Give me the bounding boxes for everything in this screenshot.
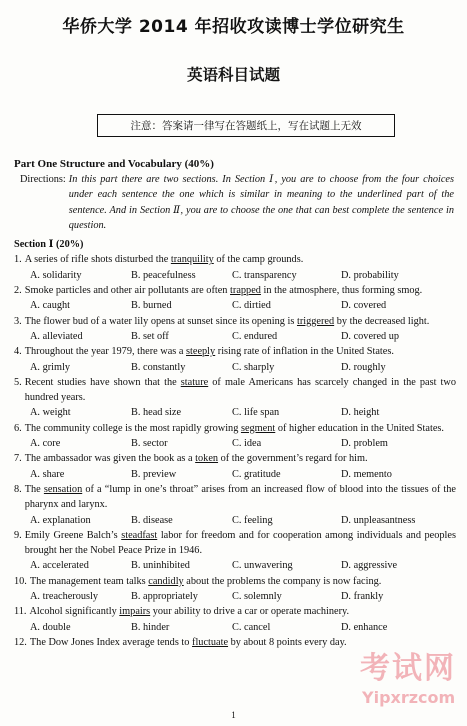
answer-option: C. feeling xyxy=(232,514,273,526)
answer-option: C. sharply xyxy=(232,361,275,373)
answer-option: D. aggressive xyxy=(341,560,398,572)
stem-text: The community college is the most rapidly growing xyxy=(24,422,241,434)
answer-option: A. explanation xyxy=(30,514,91,526)
watermark-line2: Yipxrzcom xyxy=(362,688,456,707)
underlined-word: fluctuate xyxy=(192,636,229,648)
stem-text: Emily Greene Balch’s xyxy=(24,529,122,541)
question-stem-row xyxy=(14,635,456,650)
answer-option: C. cancel xyxy=(232,621,271,633)
question-number: 5. xyxy=(14,376,22,388)
answer-option: A. caught xyxy=(30,300,71,312)
question-item xyxy=(14,635,456,650)
question-item xyxy=(14,528,456,574)
answer-options xyxy=(14,558,456,573)
question-stem xyxy=(27,635,456,650)
question-stem xyxy=(22,252,456,267)
answer-option: A. weight xyxy=(30,407,71,419)
stem-text: Smoke particles and other air pollutants are often xyxy=(24,285,231,297)
underlined-word: segment xyxy=(240,422,276,434)
question-number: 4. xyxy=(14,346,22,358)
answer-options xyxy=(14,513,456,528)
question-number: 11. xyxy=(14,606,27,618)
answer-option: C. dirtied xyxy=(232,300,271,312)
question-stem-row xyxy=(14,482,456,513)
exam-subtitle: 英语科目试题 xyxy=(186,66,280,84)
underlined-word: sensation xyxy=(43,483,83,495)
page-number: 1 xyxy=(231,710,236,720)
answer-option: B. constantly xyxy=(131,361,186,373)
exam-title: 华侨大学 2014 年招收攻读博士学位研究生 xyxy=(62,17,405,37)
answer-option: A. grimly xyxy=(30,361,71,373)
answer-option: A. core xyxy=(30,438,61,450)
stem-text: of male Americans has scarcely changed in the past two hundred years. xyxy=(24,376,456,404)
answer-option: A. accelerated xyxy=(30,560,89,572)
question-stem-row xyxy=(14,314,456,329)
stem-text: of the camp grounds. xyxy=(213,254,304,266)
stem-text: by the decreased light. xyxy=(334,315,430,327)
answer-option: D. covered up xyxy=(341,330,400,342)
question-list xyxy=(14,252,456,650)
question-stem xyxy=(22,482,456,513)
question-number: 3. xyxy=(14,315,22,327)
answer-option: C. unwavering xyxy=(232,560,293,572)
answer-option: B. sector xyxy=(131,438,168,450)
directions-label: Directions: xyxy=(20,174,66,185)
exam-content xyxy=(14,157,456,650)
stem-text: of the government’s regard for him. xyxy=(218,453,368,465)
answer-option: B. preview xyxy=(131,468,177,480)
stem-text: Recent studies have shown that the xyxy=(24,376,181,388)
answer-options xyxy=(14,298,456,313)
underlined-word: stature xyxy=(180,376,209,388)
answer-option: A. alleviated xyxy=(30,330,83,342)
question-number: 7. xyxy=(14,453,22,465)
notice-box: 注意：答案请一律写在答题纸上，写在试题上无效 xyxy=(97,114,395,137)
question-item xyxy=(14,451,456,482)
question-stem-row xyxy=(14,528,456,559)
stem-text: The management team talks xyxy=(29,575,149,587)
underlined-word: trapped xyxy=(230,285,261,297)
question-stem xyxy=(22,314,456,329)
watermark-logo xyxy=(360,650,467,720)
question-item xyxy=(14,314,456,345)
question-number: 1. xyxy=(14,254,22,266)
answer-option: A. share xyxy=(30,468,65,480)
answer-option: C. life span xyxy=(232,407,280,419)
question-stem-row xyxy=(14,574,456,589)
stem-text: A series of rifle shots disturbed the xyxy=(24,254,171,266)
stem-text: Alcohol significantly xyxy=(29,606,120,618)
part-one-heading: Part One Structure and Vocabulary (40%) xyxy=(14,158,214,170)
stem-text: of a “lump in one’s throat” arises from an increased flow of blood into the tissues of the pharynx and larynx. xyxy=(24,483,456,511)
question-stem xyxy=(22,344,456,359)
section-one-heading: Section Ⅰ (20%) xyxy=(14,239,84,251)
answer-options xyxy=(14,436,456,451)
answer-option: B. hinder xyxy=(131,621,170,633)
directions-text: In this part there are two sections. In Section Ⅰ, you are to choose from the four choices under each sentence the one which is similar in meaning to the underlined part of the sentence. And in Section Ⅱ, you are to choose the one that can best complete the sentence in question. xyxy=(68,174,454,231)
answer-option: B. appropriately xyxy=(131,591,198,603)
answer-option: D. frankly xyxy=(341,591,384,603)
underlined-word: token xyxy=(195,453,219,465)
answer-options xyxy=(14,329,456,344)
stem-text: by about 8 points every day. xyxy=(228,636,347,648)
answer-option: D. height xyxy=(341,407,380,419)
answer-option: B. set off xyxy=(131,330,169,342)
underlined-word: steeply xyxy=(186,346,216,358)
question-stem xyxy=(22,451,456,466)
question-item xyxy=(14,344,456,375)
underlined-word: triggered xyxy=(296,315,335,327)
answer-option: D. enhance xyxy=(341,621,388,633)
answer-option: C. gratitude xyxy=(232,468,281,480)
question-number: 8. xyxy=(14,483,22,495)
answer-options xyxy=(14,620,456,635)
question-number: 6. xyxy=(14,422,22,434)
answer-option: D. probability xyxy=(341,269,399,281)
answer-option: D. unpleasantness xyxy=(341,514,416,526)
question-number: 9. xyxy=(14,529,22,541)
answer-option: C. solemnly xyxy=(232,591,282,603)
question-item xyxy=(14,375,456,421)
watermark-line1: 考试网 xyxy=(360,651,456,686)
question-item xyxy=(14,283,456,314)
answer-option: B. peacefulness xyxy=(131,269,196,281)
stem-text: your ability to drive a car or operate machinery. xyxy=(150,606,350,618)
stem-text: The Dow Jones Index average tends to xyxy=(29,636,193,648)
answer-option: D. covered xyxy=(341,300,387,312)
answer-option: A. double xyxy=(30,621,71,633)
stem-text: The flower bud of a water lily opens at sunset since its opening is xyxy=(24,315,297,327)
stem-text: The xyxy=(24,483,44,495)
stem-text: of higher education in the United States. xyxy=(275,422,444,434)
answer-options xyxy=(14,360,456,375)
underlined-word: candidly xyxy=(148,575,184,587)
question-stem xyxy=(27,574,456,589)
question-stem-row xyxy=(14,421,456,436)
answer-option: D. memento xyxy=(341,468,392,480)
underlined-word: tranquility xyxy=(170,254,214,266)
question-stem-row xyxy=(14,375,456,406)
stem-text: The ambassador was given the book as a xyxy=(24,453,196,465)
answer-option: B. uninhibited xyxy=(131,560,190,572)
directions xyxy=(14,172,456,233)
question-stem xyxy=(22,283,456,298)
underlined-word: impairs xyxy=(119,606,151,618)
answer-options xyxy=(14,405,456,420)
question-stem xyxy=(22,375,456,406)
question-number: 10. xyxy=(14,575,27,587)
question-item xyxy=(14,604,456,635)
answer-option: B. disease xyxy=(131,514,173,526)
stem-text: about the problems the company is now facing. xyxy=(183,575,382,587)
answer-option: B. burned xyxy=(131,300,172,312)
stem-text: rising rate of inflation in the United States. xyxy=(215,346,394,358)
answer-options xyxy=(14,268,456,283)
answer-option: C. idea xyxy=(232,438,262,450)
question-stem-row xyxy=(14,252,456,267)
question-stem-row xyxy=(14,344,456,359)
answer-option: B. head size xyxy=(131,407,182,419)
answer-options xyxy=(14,589,456,604)
stem-text: in the atmosphere, thus forming smog. xyxy=(260,285,423,297)
question-stem-row xyxy=(14,283,456,298)
question-stem xyxy=(22,528,456,559)
question-item xyxy=(14,574,456,605)
question-number: 12. xyxy=(14,636,27,648)
answer-option: C. transparency xyxy=(232,269,297,281)
question-stem-row xyxy=(14,604,456,619)
answer-option: D. problem xyxy=(341,438,388,450)
answer-options xyxy=(14,467,456,482)
question-item xyxy=(14,482,456,528)
underlined-word: steadfast xyxy=(121,529,158,541)
question-item xyxy=(14,252,456,283)
question-stem-row xyxy=(14,451,456,466)
stem-text: labor for freedom and for cooperation among individuals and peoples brought her the Nobel Peace Prize in 1946. xyxy=(24,529,456,557)
answer-option: C. endured xyxy=(232,330,278,342)
question-stem xyxy=(27,604,457,619)
answer-option: D. roughly xyxy=(341,361,386,373)
answer-option: A. treacherously xyxy=(30,591,99,603)
question-item xyxy=(14,421,456,452)
question-stem xyxy=(22,421,456,436)
answer-option: A. solidarity xyxy=(30,269,82,281)
question-number: 2. xyxy=(14,285,22,297)
stem-text: Throughout the year 1979, there was a xyxy=(24,346,187,358)
